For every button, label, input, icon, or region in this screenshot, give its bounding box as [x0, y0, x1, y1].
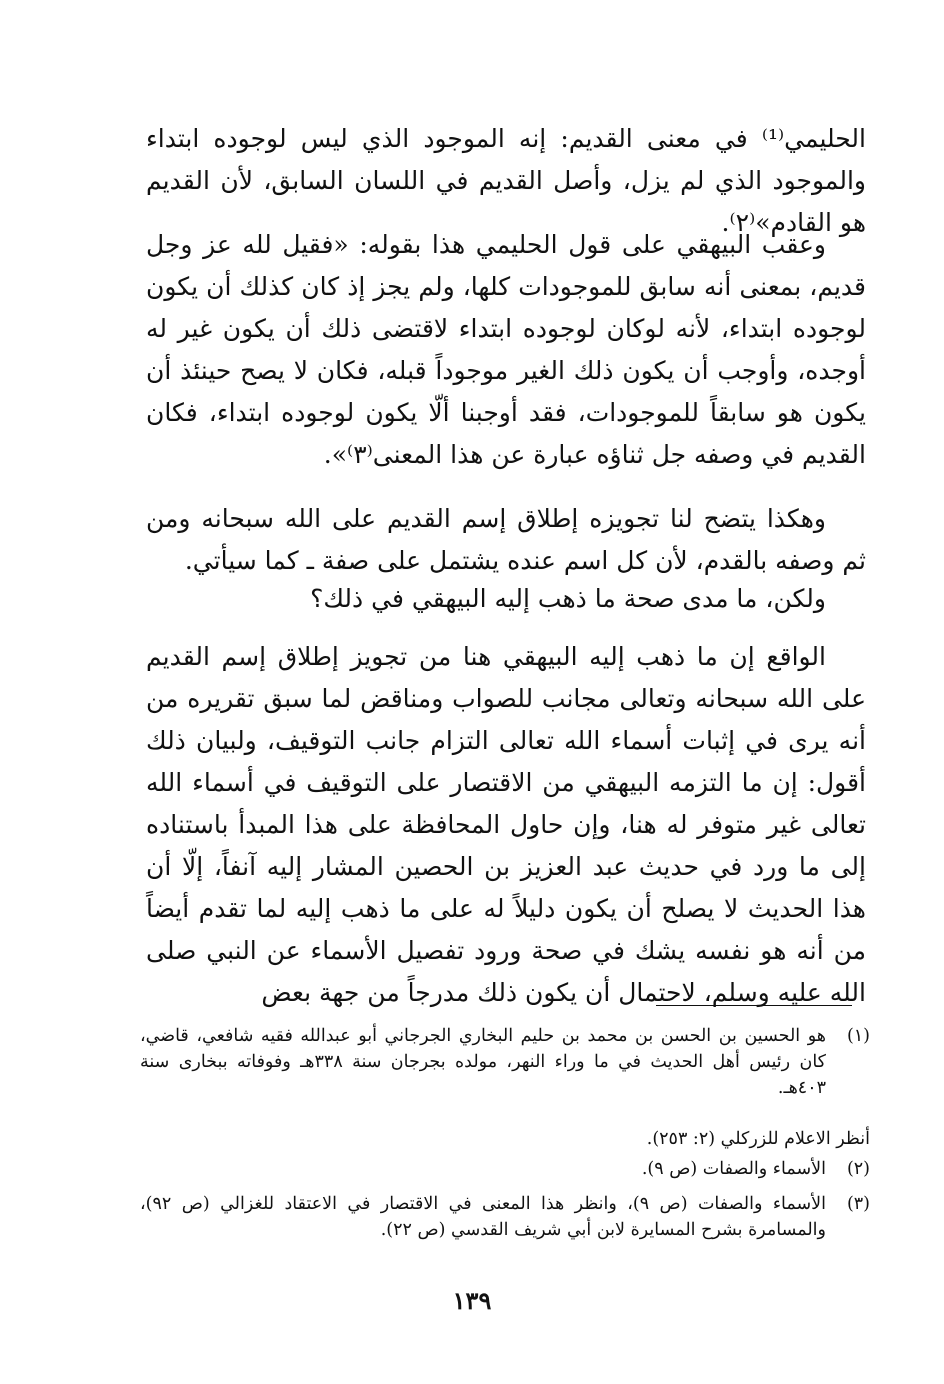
footnote-text: الأسماء والصفات (ص ٩)، وانظر هذا المعنى في الاقتصار في الاعتقاد للغزالي (ص ٩٢)، والمسامرة بشرح المسايرة لابن أبي شريف القدسي (ص ٢٢).	[140, 1194, 827, 1240]
paragraph-text: وعقب البيهقي على قول الحليمي هذا بقوله: «فقيل لله عز وجل قديم، بمعنى أنه سابق للموجودات كلها، ولم يجز إذ كان كذلك أن يكون لوجوده ابتداء، لأنه لوكان لوجوده ابتداء لاقتضى ذلك أن يكون غير له أوجده، وأوجب أن يكون ذلك الغير موجوداً قبله، فكان لا يصح حينئذ أن يكون هو سابقاً للموجودات، فقد أوجبنا ألّا يكون لوجوده ابتداء، فكان القديم في وصفه جل ثناؤه عبارة عن هذا المعنى⁽٣⁾».	[146, 230, 866, 469]
footnote-divider	[656, 1005, 852, 1006]
footnote-text: هو الحسين بن الحسن بن محمد بن حليم البخاري الجرجاني أبو عبدالله فقيه شافعي، قاضي، كان رئيس أهل الحديث في ما وراء النهر، مولده بجرجان سنة ٣٣٨هـ وفوفاته ببخارى سنة ٤٠٣هـ.	[140, 1026, 826, 1098]
paragraph-text: الواقع إن ما ذهب إليه البيهقي هنا من تجويز إطلاق إسم القديم على الله سبحانه وتعالى مجانب للصواب ومناقض لما سبق تقريره من أنه يرى في إثبات أسماء الله تعالى التزام جانب التوقيف، ولبيان ذلك أقول: إن ما التزمه البيهقي من الاقتصار على التوقيف في أسماء الله تعالى غير متوفر له هنا، وإن حاول المحافظة على هذا المبدأ باستناده إلى ما ورد في حديث عبد العزيز بن الحصين المشار إليه آنفاً، إلّا أن هذا الحديث لا يصلح أن يكون دليلاً له على ما ذهب إليه لما تقدم أيضاً من أنه هو نفسه يشك في صحة ورود تفصيل الأسماء عن النبي صلى الله عليه وسلم، لاحتمال أن يكون ذلك مدرجاً من جهة بعض	[146, 642, 866, 1007]
footnote-1-reference	[140, 1126, 870, 1152]
paragraph-text: وهكذا يتضح لنا تجويزه إطلاق إسم القديم على الله سبحانه ومن ثم وصفه بالقدم، لأن كل اسم عنده يشتمل على صفة ـ كما سيأتي.	[146, 504, 866, 575]
paragraph-4	[146, 578, 866, 620]
footnote-number: (٢)	[846, 1159, 870, 1179]
page-number: ١٣٩	[452, 1286, 492, 1315]
footnote-text: أنظر الاعلام للزركلي (٢: ٢٥٣).	[646, 1129, 870, 1149]
footnote-1	[140, 1023, 870, 1101]
paragraph-5	[146, 636, 866, 1014]
footnote-text: الأسماء والصفات (ص ٩).	[641, 1159, 826, 1179]
footnote-number: (١)	[846, 1026, 870, 1046]
paragraph-text: الحليمي⁽¹⁾ في معنى القديم: إنه الموجود الذي ليس لوجوده ابتداء والموجود الذي لم يزل، وأصل القديم في اللسان السابق، لأن القديم هو القادم»⁽٢⁾.	[146, 124, 866, 237]
footnote-2	[140, 1156, 870, 1182]
footnote-3	[140, 1191, 870, 1243]
footnote-number: (٣)	[846, 1194, 870, 1214]
paragraph-2	[146, 224, 866, 476]
paragraph-3	[146, 498, 866, 582]
paragraph-text: ولكن، ما مدى صحة ما ذهب إليه البيهقي في ذلك؟	[310, 584, 826, 613]
